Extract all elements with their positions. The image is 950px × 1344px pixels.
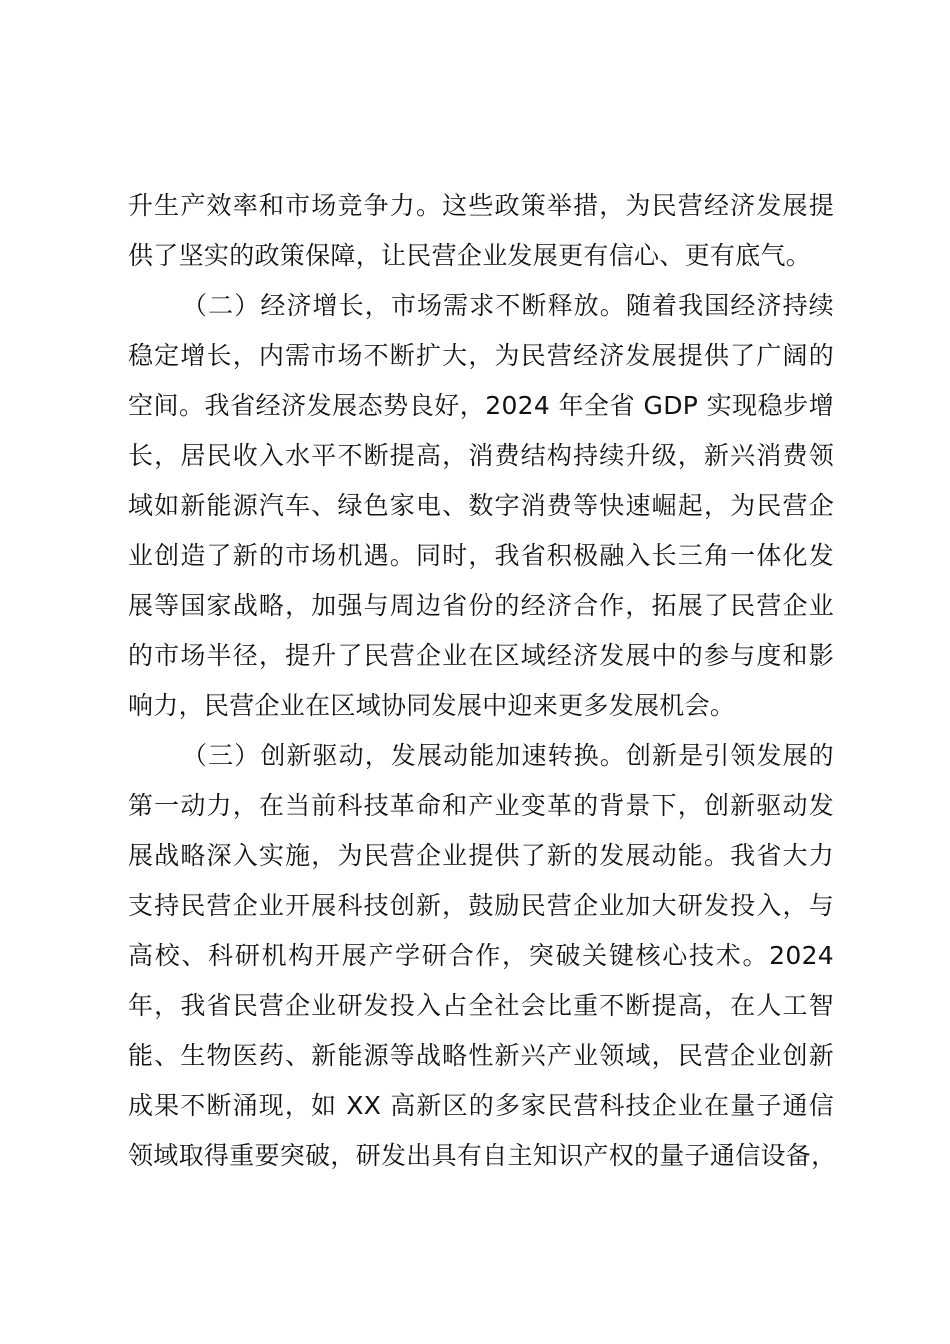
text-line: 年，我省民营企业研发投入占全社会比重不断提高，在人工智	[128, 991, 834, 1020]
text-line: 响力，民营企业在区域协同发展中迎来更多发展机会。	[128, 691, 736, 720]
text-line: 展等国家战略，加强与周边省份的经济合作，拓展了民营企业	[128, 591, 834, 620]
text-line: 领域取得重要突破，研发出具有自主知识产权的量子通信设备，	[128, 1141, 837, 1170]
text-line: 域如新能源汽车、绿色家电、数字消费等快速崛起，为民营企	[128, 491, 834, 520]
text-line: 能、生物医药、新能源等战略性新兴产业领域，民营企业创新	[128, 1041, 834, 1070]
section-heading-line: （三）创新驱动，发展动能加速转换。创新是引领发展的	[182, 741, 834, 770]
text-line: 第一动力，在当前科技革命和产业变革的背景下，创新驱动发	[128, 791, 834, 820]
text-line: 的市场半径，提升了民营企业在区域经济发展中的参与度和影	[128, 641, 834, 670]
text-line: 升生产效率和市场竞争力。这些政策举措，为民营经济发展提	[128, 191, 834, 220]
body-text	[128, 181, 837, 1181]
text-line: 供了坚实的政策保障，让民营企业发展更有信心、更有底气。	[128, 241, 812, 270]
text-line: 业创造了新的市场机遇。同时，我省积极融入长三角一体化发	[128, 541, 834, 570]
text-line: 稳定增长，内需市场不断扩大，为民营经济发展提供了广阔的	[128, 341, 834, 370]
text-line: 空间。我省经济发展态势良好，2024 年全省 GDP 实现稳步增	[128, 391, 834, 420]
text-line: 展战略深入实施，为民营企业提供了新的发展动能。我省大力	[128, 841, 834, 870]
text-line: 高校、科研机构开展产学研合作，突破关键核心技术。2024	[128, 941, 834, 970]
text-line: 成果不断涌现，如 XX 高新区的多家民营科技企业在量子通信	[128, 1091, 834, 1120]
section-heading-line: （二）经济增长，市场需求不断释放。随着我国经济持续	[182, 291, 834, 320]
text-line: 长，居民收入水平不断提高，消费结构持续升级，新兴消费领	[128, 441, 834, 470]
text-line: 支持民营企业开展科技创新，鼓励民营企业加大研发投入，与	[128, 891, 834, 920]
